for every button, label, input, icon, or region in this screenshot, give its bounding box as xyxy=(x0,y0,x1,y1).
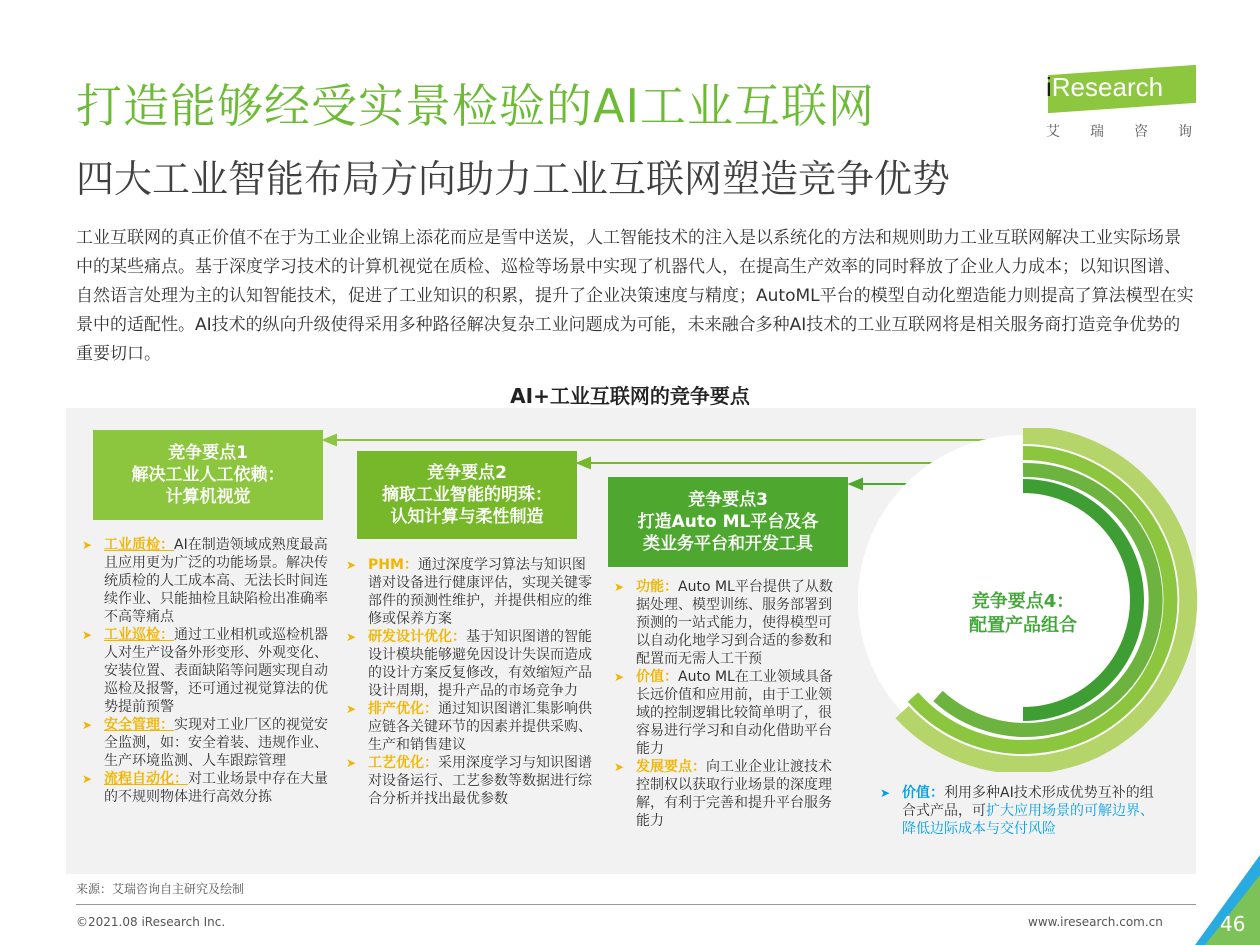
point1-details xyxy=(82,536,334,806)
list-item: ➤ 工艺优化：采用深度学习与知识图谱对设备运行、工艺参数等数据进行综合分析并找出最优参数 xyxy=(346,755,592,807)
diagram-title: AI+工业互联网的竞争要点 xyxy=(510,384,750,408)
bullet-arrow-icon: ➤ xyxy=(82,718,93,732)
point-card-2 xyxy=(357,451,577,539)
list-item: ➤ 发展要点：向工业企业让渡技术控制权以获取行业场景的深度理解，有利于完善和提升平台服务能力 xyxy=(614,759,832,829)
point-card-3 xyxy=(608,477,848,567)
list-item: ➤ 工业质检：AI在制造领域成熟度最高且应用更为广泛的功能场景。解决传统质检的人工成本高、无法长时间连续作业、只能抽检且缺陷检出准确率不高等痛点 xyxy=(82,537,328,625)
list-item: ➤ 安全管理：实现对工业厂区的视觉安全监测，如：安全着装、违规作业、生产环境监测、人车跟踪管理 xyxy=(82,717,328,769)
card1-line1: 竞争要点1 xyxy=(168,443,248,463)
card1-line2: 解决工业人工依赖： xyxy=(131,465,285,485)
bullet-arrow-icon: ➤ xyxy=(614,670,625,684)
card3-line3: 类业务平台和开发工具 xyxy=(643,534,813,554)
bullet-arrow-icon: ➤ xyxy=(614,580,625,594)
list-item: ➤ 工业巡检：通过工业相机或巡检机器人对生产设备外形变形、外观变化、安装位置、表面缺陷等问题实现自动巡检及报警，还可通过视觉算法的优势提前预警 xyxy=(82,627,328,715)
list-item: ➤ 价值：Auto ML在工业领域具备长远价值和应用前，由于工业领域的控制逻辑比较简单明了，很容易进行学习和自动化借助平台能力 xyxy=(614,669,833,757)
logo-cn-text: 艾瑞咨询 xyxy=(1046,124,1222,140)
logo-brand: iResearch xyxy=(1046,72,1164,102)
list-item: ➤ 价值：利用多种AI技术形成优势互补的组合式产品，可扩大应用场景的可解边界、降低边际成本与交付风险 xyxy=(880,785,1154,837)
card3-line2: 打造Auto ML平台及各 xyxy=(637,512,819,532)
footer-url[interactable]: www.iresearch.com.cn xyxy=(1028,915,1163,929)
point4-details xyxy=(880,784,1160,838)
card4-line2: 配置产品组合 xyxy=(969,615,1077,636)
list-item: ➤ PHM：通过深度学习算法与知识图谱对设备进行健康评估，实现关键零部件的预测性维护，并提供相应的维修或保养方案 xyxy=(346,557,592,627)
point-card-1 xyxy=(93,430,323,520)
bullet-arrow-icon: ➤ xyxy=(346,558,357,572)
bullet-arrow-icon: ➤ xyxy=(346,630,357,644)
bullet-arrow-icon: ➤ xyxy=(82,538,93,552)
bullet-arrow-icon: ➤ xyxy=(346,702,357,716)
bullet-arrow-icon: ➤ xyxy=(82,628,93,642)
copyright: ©2021.08 iResearch Inc. xyxy=(76,915,226,929)
list-item: ➤ 排产优化：通过知识图谱汇集影响供应链各关键环节的因素并提供采购、生产和销售建议 xyxy=(346,701,592,753)
card2-line3: 认知计算与柔性制造 xyxy=(390,507,544,527)
page-number: 46 xyxy=(1220,912,1246,936)
bullet-arrow-icon: ➤ xyxy=(346,756,357,770)
point3-details xyxy=(614,578,844,830)
card2-line2: 摘取工业智能的明珠： xyxy=(382,485,552,505)
card1-line3: 计算机视觉 xyxy=(165,487,251,507)
list-item: ➤ 功能：Auto ML平台提供了从数据处理、模型训练、服务部署到预测的一站式能力，使得模型可以自动化地学习到合适的参数和配置而无需人工干预 xyxy=(614,579,833,667)
point-card-4 xyxy=(918,590,1128,638)
list-item: ➤ 研发设计优化：基于知识图谱的智能设计模块能够避免因设计失误而造成的设计方案反复修改，有效缩短产品设计周期，提升产品的市场竞争力 xyxy=(346,629,592,699)
intro-paragraph: 工业互联网的真正价值不在于为工业企业锦上添花而应是雪中送炭，人工智能技术的注入是以系统化的方法和规则助力工业互联网解决工业实际场景中的某些痛点。基于深度学习技术的计算机视觉在质检、巡检等场景中实现了机器代人，在提高生产效率的同时释放了企业人力成本；以知识图谱、自然语言处理为主的认知智能技术，促进了工业知识的积累，提升了企业决策速度与精度；AutoML平台的模型自动化塑造能力则提高了算法模型在实景中的适配性。AI技术的纵向升级使得采用多种路径解决复杂工业问题成为可能，未来融合多种AI技术的工业互联网将是相关服务商打造竞争优势的重要切口。 xyxy=(76,228,1194,364)
bullet-arrow-icon: ➤ xyxy=(82,772,93,786)
card4-line1: 竞争要点4： xyxy=(971,591,1075,612)
list-item: ➤ 流程自动化：对工业场景中存在大量的不规则物体进行高效分拣 xyxy=(82,771,328,805)
card2-line1: 竞争要点2 xyxy=(427,463,507,483)
bullet-arrow-icon: ➤ xyxy=(614,760,625,774)
page-title: 打造能够经受实景检验的AI工业互联网 xyxy=(76,79,876,133)
card3-line1: 竞争要点3 xyxy=(688,490,768,510)
footer-divider xyxy=(76,904,1196,905)
point2-details xyxy=(346,556,594,808)
source-note: 来源：艾瑞咨询自主研究及绘制 xyxy=(76,882,245,896)
bullet-arrow-icon: ➤ xyxy=(880,786,891,800)
page-subtitle: 四大工业智能布局方向助力工业互联网塑造竞争优势 xyxy=(76,157,951,201)
